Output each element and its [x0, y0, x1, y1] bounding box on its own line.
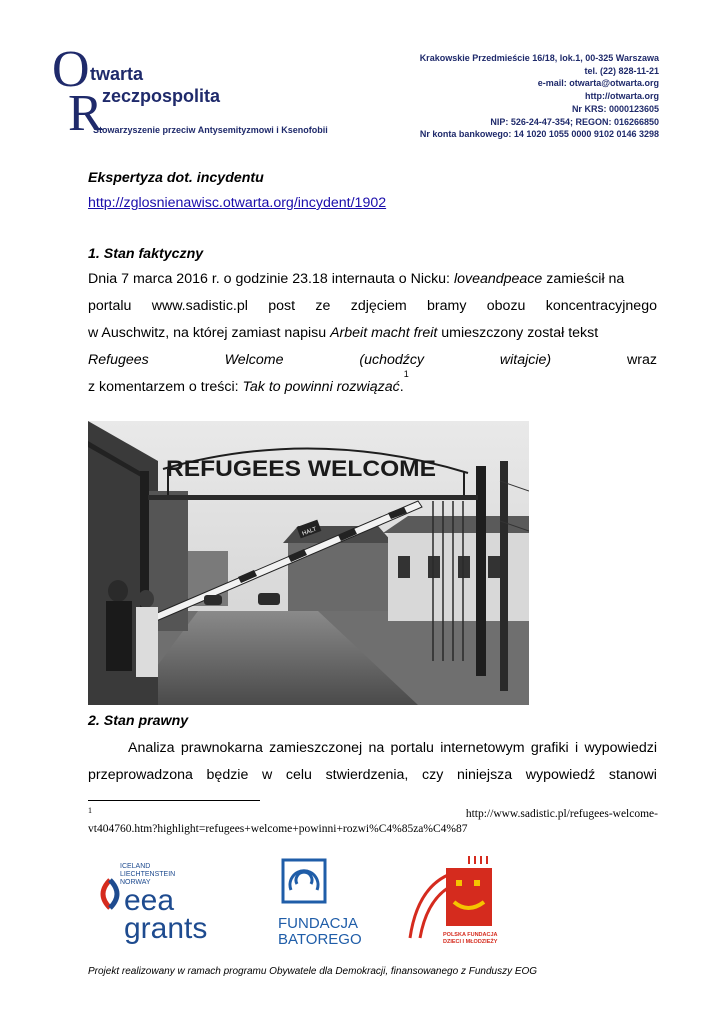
word: Analiza [128, 740, 175, 756]
word: post [268, 298, 296, 314]
word: koncentracyjnego [545, 298, 657, 314]
footnote-divider [88, 800, 260, 801]
word: celu [285, 767, 312, 783]
comment-quote: Tak to powinni rozwiązać [242, 379, 400, 395]
word: na [368, 740, 385, 756]
word: ze [315, 298, 331, 314]
phone-line: tel. (22) 828-11-21 [584, 65, 659, 76]
logo-initial-r: R [68, 85, 103, 135]
gate-sign-text: REFUGEES WELCOME [166, 456, 436, 481]
text-span: umieszczony został tekst [437, 325, 599, 341]
eea-country-liechtenstein: LIECHTENSTEIN [120, 871, 176, 878]
paragraph-line [88, 369, 657, 401]
word: Welcome [224, 352, 284, 368]
halt-sign-text: HALT [301, 526, 318, 538]
word: portalu [88, 298, 132, 314]
document-title: Ekspertyza dot. incydentu [88, 170, 264, 186]
otwarta-rzeczpospolita-logo [50, 40, 310, 135]
text-span: . [399, 379, 404, 395]
word: niniejsza [456, 767, 513, 783]
footnote-reference[interactable]: 1 [403, 369, 409, 379]
project-footer-text: Projekt realizowany w ramach programu Obywatele dla Demokracji, finansowanego z Funduszy EOG [88, 966, 538, 977]
section-heading-facts: 1. Stan faktyczny [88, 246, 204, 262]
word: (uchodźcy [359, 352, 425, 368]
word: stwierdzenia, [325, 767, 409, 783]
pfdim-logo [410, 856, 498, 945]
word: prawnokarna [180, 740, 263, 756]
batory-line2: BATOREGO [278, 931, 362, 948]
word: wraz [627, 352, 657, 368]
footnote-url-part1: http://www.sadistic.pl/refugees-welcome- [465, 808, 658, 820]
gate-photo [88, 421, 529, 705]
nip-regon-line: NIP: 526-24-47-354; REGON: 016266850 [490, 116, 659, 127]
footnote-number: 1 [88, 806, 92, 815]
paragraph-line [88, 735, 657, 762]
footnote-url-part2: vt404760.htm?highlight=refugees+welcome+powinni+rozwi%C4%85za%C4%87 [88, 823, 468, 835]
website-line: http://otwarta.org [585, 91, 659, 102]
word: zdjęciem [350, 298, 407, 314]
nickname-text: loveandpeace [453, 271, 543, 287]
word: portalu [390, 740, 434, 756]
word: obozu [486, 298, 526, 314]
paragraph-line [88, 320, 657, 347]
paragraph-line [88, 762, 657, 789]
paragraph-line [88, 293, 657, 320]
batory-line1: FUNDACJA [278, 915, 359, 932]
eea-country-norway: NORWAY [120, 879, 151, 886]
original-sign-text: Arbeit macht freit [330, 325, 438, 341]
word: bramy [427, 298, 467, 314]
word: i [575, 740, 579, 756]
pfdim-line2: DZIECI I MŁODZIEŻY [443, 939, 498, 945]
word: Refugees [88, 352, 149, 368]
text-span: z komentarzem o treści: [88, 379, 243, 395]
word: www.sadistic.pl [151, 298, 248, 314]
word: stanowi [608, 767, 657, 783]
krs-line: Nr KRS: 0000123605 [571, 103, 659, 114]
facts-paragraph [88, 266, 657, 401]
section-heading-legal: 2. Stan prawny [88, 713, 189, 729]
eea-country-iceland: ICELAND [120, 863, 151, 870]
word: wypowiedź [525, 767, 596, 783]
pfdim-line1: POLSKA FUNDACJA [443, 932, 498, 938]
address-line: Krakowskie Przedmieście 16/18, lok.1, 00-325 Warszawa [419, 53, 659, 63]
word: przeprowadzona [88, 767, 193, 783]
eea-grants-logo [103, 863, 207, 945]
word: internetowym [440, 740, 525, 756]
word: witajcie) [499, 352, 552, 368]
logo-word-otwarta: twarta [90, 64, 144, 84]
logo-initial-o: O [52, 41, 90, 98]
email-line: e-mail: otwarta@otwarta.org [537, 78, 659, 89]
paragraph-line [88, 266, 657, 293]
organization-subtitle: Stowarzyszenie przeciw Antysemityzmowi i Ksenofobii [93, 125, 328, 135]
text-span: zamieścił na [542, 271, 625, 287]
word: będzie [206, 767, 249, 783]
contact-address-block [420, 52, 659, 141]
word: czy [422, 767, 444, 783]
eea-word: eea [124, 884, 175, 917]
logo-word-rzeczpospolita: zeczpospolita [102, 86, 221, 106]
word: grafiki [530, 740, 569, 756]
word: zamieszczonej [269, 740, 363, 756]
funder-logos [88, 838, 520, 964]
grants-word: grants [124, 912, 208, 945]
incident-link[interactable]: http://zglosnienawisc.otwarta.org/incydent/1902 [88, 195, 387, 211]
word: wypowiedzi [584, 740, 657, 756]
word: w [262, 767, 273, 783]
fundacja-batorego-logo [278, 860, 362, 948]
text-span: w Auschwitz, na której zamiast napisu [88, 325, 331, 341]
bank-account-line: Nr konta bankowego: 14 1020 1055 0000 9102 0146 3298 [419, 129, 659, 140]
text-span: Dnia 7 marca 2016 r. o godzinie 23.18 internauta o Nicku: [88, 271, 454, 287]
paragraph-line [88, 347, 657, 374]
legal-paragraph [88, 735, 657, 789]
